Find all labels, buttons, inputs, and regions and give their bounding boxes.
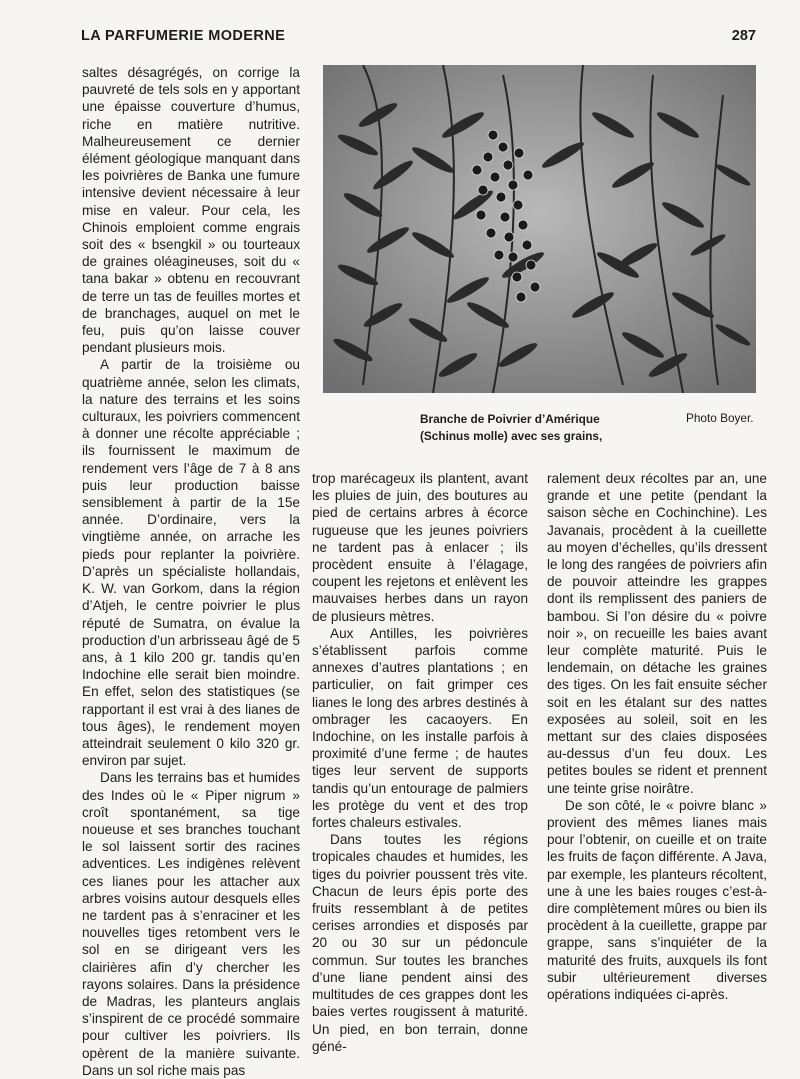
text-column-1 bbox=[82, 64, 300, 1079]
running-head: LA PARFUMERIE MODERNE bbox=[81, 28, 286, 44]
paragraph: saltes désagrégés, on corrige la pauvreté de tels sols en y apportant une épaisse couverture d’humus, riche en matière nutritive. Malheureusement ce dernier élément géologique manquant dans les poivrières de Banka une fumure intensive devient nécessaire à leur mise en valeur. Pour cela, les Chinois emploient comme engrais soit des « bsengkil » ou tourteaux de graines oléagineuses, soit du « tana bakar » obtenu en recouvrant de terre un tas de feuilles mortes et de branchages, auquel on met le feu, puis qu’on laisse couver pendant plusieurs mois. bbox=[82, 65, 300, 356]
figure-caption bbox=[420, 411, 645, 445]
paragraph: A partir de la troisième ou quatrième année, selon les climats, la nature des terrains et les soins culturaux, les poivriers commencent à donner une récolte appréciable ; ils fournissent le maximum de rendement vers l’âge de 7 à 8 ans puis leur production baisse sensiblement à partir de la 15e année. D’ordinaire, vers la vingtième année, on arrache les pieds pour replanter la poivrière. D’après un spécialiste hollandais, K. W. van Gorkom, dans la région d’Atjeh, le centre poivrier le plus réputé de Sumatra, on évalue la production d’un arbrisseau âgé de 5 ans, à 1 kilo 200 gr. tandis qu’en Indochine elle serait bien moindre. En effet, selon des statistiques (se rapportant il est vrai à des lianes de tous âges), le rendement moyen atteindrait seulement 0 kilo 320 gr. environ par sujet. bbox=[82, 357, 300, 769]
paragraph: Aux Antilles, les poivrières s’établissent parfois comme annexes d’autres plantations ; en particulier, on fait grimper ces lianes le long des arbres destinés à ombrager les cacaoyers. En Indochine, on les installe parfois à proximité d’une ferme ; de hautes tiges leur servent de supports tandis qu’un entourage de palmiers les protège du vent et des trop fortes chaleurs estivales. bbox=[312, 625, 528, 831]
pepper-branch-photo bbox=[323, 65, 756, 393]
paragraph: Dans toutes les régions tropicales chaudes et humides, les tiges du poivrier poussent très vite. Chacun de leurs épis porte des fruits ressemblant à de petites cerises arrondies et disposés par 20 ou 30 sur un pédoncule commun. Sur toutes les branches d’une liane pendent ainsi des multitudes de ces grappes dont les baies vertes rougissent à maturité. Un pied, en bon terrain, donne géné- bbox=[312, 832, 528, 1054]
paragraph: De son côté, le « poivre blanc » provient des mêmes lianes mais pour l’obtenir, on cueille et on traite les fruits de façon différente. A Java, par exemple, les planteurs récoltent, une à une les baies rouges c’est-à-dire complètement mûres ou bien ils procèdent à la cueillette, grappe par grappe, sans s’inquiéter de la maturité des fruits, auxquels ils font subir ultérieurement diverses opérations indiquées ci-après. bbox=[547, 797, 767, 1003]
text-column-3 bbox=[547, 470, 767, 1003]
paragraph: Dans les terrains bas et humides des Indes où le « Piper nigrum » croît spontanément, sa tige noueuse et ses branches touchant le sol laissent sortir des racines adventices. Les indigènes relèvent ces lianes pour les attacher aux arbres voisins autour desquels elles ne tardent pas à s’enraciner et les nouvelles tiges retombent vers le sol en se dirigeant vers les clairières afin d’y chercher les rayons solaires. Dans la présidence de Madras, les planteurs anglais s’inspirent de ce procédé sommaire pour cultiver les poivriers. Ils opèrent de la manière suivante. Dans un sol riche mais pas bbox=[82, 770, 300, 1078]
caption-line: Branche de Poivrier d’Amérique bbox=[420, 412, 600, 426]
page-number: 287 bbox=[731, 28, 756, 44]
paragraph: trop marécageux ils plantent, avant les pluies de juin, des boutures au pied de certains arbres à écorce rugueuse que les jeunes poivriers ne tardent pas à enlacer ; ils procèdent ensuite à l’élagage, coupent les rejetons et enlèvent les mauvaises herbes dans un rayon de plusieurs mètres. bbox=[312, 471, 528, 624]
text-column-2 bbox=[312, 470, 528, 1055]
paragraph: ralement deux récoltes par an, une grande et une petite (pendant la saison sèche en Cochinchine). Les Javanais, procèdent à la cueillette au moyen d’échelles, qu’ils dressent le long des rangées de poivriers afin de pouvoir atteindre les grappes dont ils remplissent des paniers de bambou. Si l’on désire du « poivre noir », on recueille les baies avant leur complète maturité. Puis le lendemain, on détache les graines des tiges. On les fait ensuite sécher soit en les étalant sur des nattes exposées au soleil, soit en les mettant sur des claies disposées au-dessus d’un feu doux. Les petites boules se rident et prennent une teinte grise noirâtre. bbox=[547, 471, 767, 796]
page-header bbox=[81, 28, 756, 48]
caption-line: (Schinus molle) avec ses grains, bbox=[420, 429, 603, 443]
photo-credit: Photo Boyer. bbox=[686, 411, 754, 425]
pepper-branch-illustration bbox=[323, 65, 756, 393]
